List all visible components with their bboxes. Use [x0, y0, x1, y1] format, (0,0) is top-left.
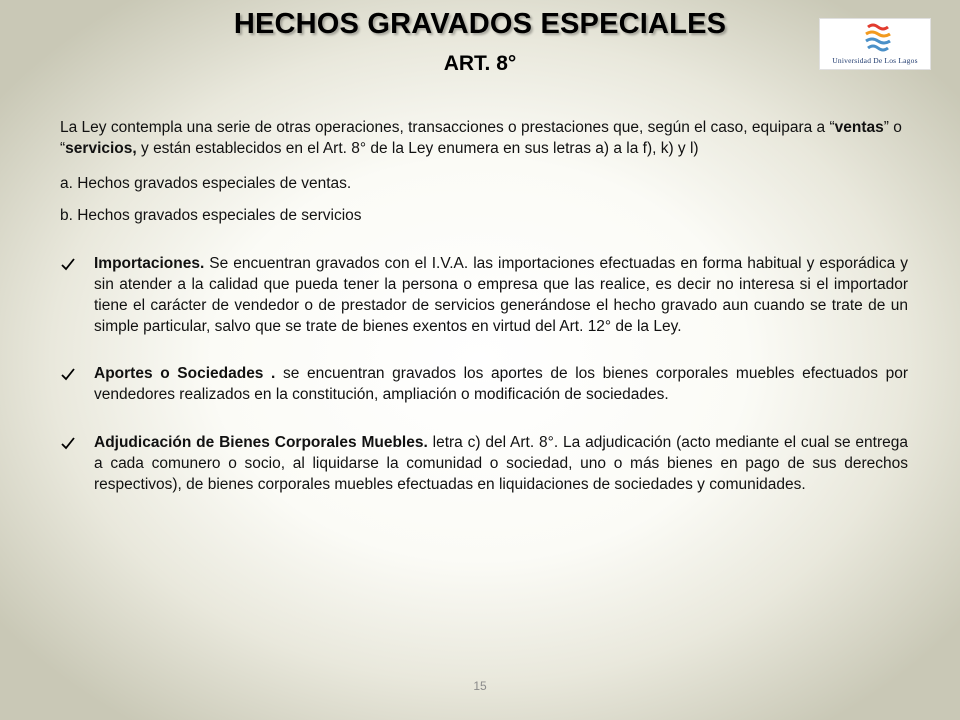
- bullet-aportes: [60, 364, 908, 406]
- checkmark-icon: [60, 366, 76, 382]
- bullet-importaciones: [60, 254, 908, 337]
- list-item-ventas: a. Hechos gravados especiales de ventas.: [60, 174, 352, 192]
- bullet-text: Se encuentran gravados con el I.V.A. las importaciones efectuadas en forma habitual y esporádica y sin atender a la calidad que pueda tener la persona o empresa que las realice, es decir no interesa si el importador tiene el carácter de vendedor o de prestador de servicios generándose el hecho gravado aun cuando se trate de un simple particular, salvo que se trate de bienes exentos en virtud del Art. 12° de la Ley.: [94, 255, 908, 335]
- intro-bold-servicios: servicios,: [65, 139, 137, 157]
- logo-text: Universidad De Los Lagos: [832, 56, 918, 65]
- bullet-text: se encuentran gravados los aportes de los bienes corporales muebles efectuados por vendedores realizados en la constitución, ampliación o modificación de sociedades.: [94, 365, 908, 404]
- checkmark-icon: [60, 435, 76, 451]
- logo-waves-icon: [820, 19, 930, 55]
- slide-subtitle: ART. 8°: [443, 52, 517, 75]
- intro-text-3: y están establecidos en el Art. 8° de la Ley enumera en sus letras a) a la f), k) y l): [136, 139, 699, 157]
- bullet-text: letra c) del Art. 8°. La adjudicación (acto mediante el cual se entrega a cada comunero o socio, al liquidarse la comunidad o sociedad, uno o más bienes en pago de sus derechos respectivos), de bienes corporales muebles efectuadas en liquidaciones de sociedades y comunidades.: [94, 433, 908, 493]
- slide-content: [60, 118, 908, 522]
- bullet-adjudicacion: [60, 433, 908, 495]
- bullet-title: Adjudicación de Bienes Corporales Muebles.: [94, 433, 428, 451]
- bullet-title: Aportes o Sociedades .: [94, 365, 276, 383]
- intro-paragraph: [60, 118, 908, 160]
- intro-text-1: La Ley contempla una serie de otras operaciones, transacciones o prestaciones que, según el caso, equipara a “: [60, 119, 835, 136]
- intro-bold-ventas: ventas: [834, 119, 884, 136]
- university-logo: [819, 18, 931, 70]
- page-number: 15: [473, 679, 487, 693]
- intro-text-2: ” o “: [60, 119, 902, 157]
- checkmark-icon: [60, 256, 76, 272]
- list-item-servicios: b. Hechos gravados especiales de servicios: [60, 207, 362, 225]
- bullet-title: Importaciones.: [94, 255, 205, 273]
- slide-title: HECHOS GRAVADOS ESPECIALES: [233, 8, 727, 40]
